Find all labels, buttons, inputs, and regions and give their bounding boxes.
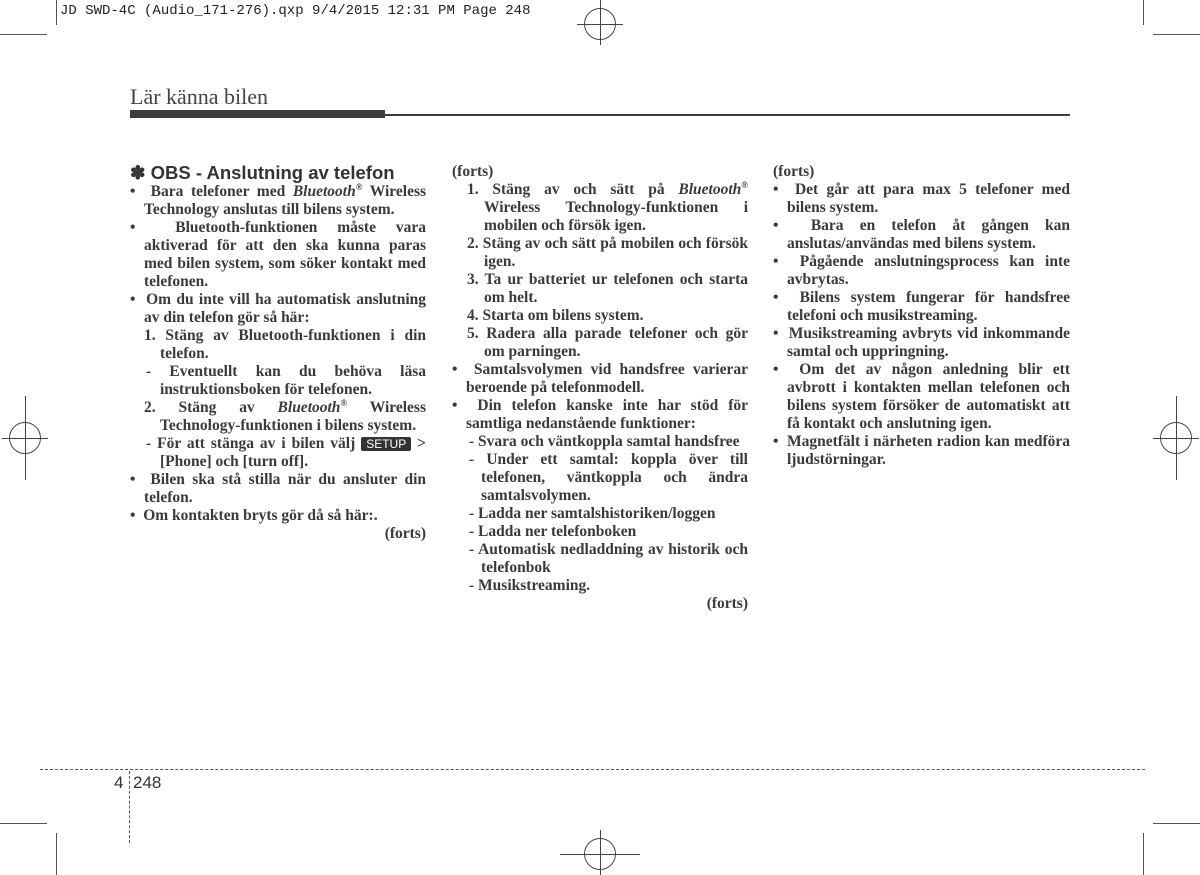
section-title: Lär känna bilen xyxy=(130,84,269,109)
bullet-item: • Samtalsvolymen vid handsfree varierar beroende på telefonmodell. xyxy=(452,361,749,396)
bullet-item: • Bara telefoner med Bluetooth® Wireless Technology anslutas till bilens system. xyxy=(130,181,427,218)
note-title: ✽ OBS - Anslutning av telefon xyxy=(130,162,395,183)
bullet-item: • Bilens system fungerar för handsfree telefoni och musikstreaming. xyxy=(773,289,1070,324)
crop-mark xyxy=(1143,0,1144,25)
dash-item: - Eventuellt kan du behöva läsa instruktionsboken för telefonen. xyxy=(146,363,426,398)
step-item: 5. Radera alla parade telefoner och gör om parningen. xyxy=(467,325,748,360)
crop-mark xyxy=(1143,833,1144,875)
bullet-item: • Bluetooth-funktionen måste vara aktiverad för att den ska kunna paras med bilen system, som söker kontakt med telefonen. xyxy=(130,219,426,290)
step-item: 3. Ta ur batteriet ur telefonen och starta om helt. xyxy=(467,271,748,306)
bluetooth-term: Bluetooth xyxy=(277,399,341,416)
header-bar xyxy=(130,110,385,118)
footer-gutter-line xyxy=(129,771,130,843)
bullet-item: • Magnetfält i närheten radion kan medföra ljudstörningar. xyxy=(773,433,1070,468)
dash-item: - Musikstreaming. xyxy=(469,577,591,594)
bullet-item: • Din telefon kanske inte har stöd för samtliga nedanstående funktioner: xyxy=(452,397,748,432)
setup-key-icon: SETUP xyxy=(361,437,411,451)
column-3 xyxy=(773,163,1070,469)
bullet-item: • Om det av någon anledning blir ett avbrott i kontakten mellan telefonen och bilens system försöker de automatiskt att få kontakt och anslutning igen. xyxy=(773,361,1070,432)
step-item: 1. Stäng av Bluetooth-funktionen i din telefon. xyxy=(144,327,426,362)
print-slug: JD SWD-4C (Audio_171-276).qxp 9/4/2015 12:31 PM Page 248 xyxy=(60,3,531,19)
step-item: 1. Stäng av och sätt på Bluetooth® Wireless Technology-funktionen i mobilen och försök igen. xyxy=(467,179,748,234)
dash-item: - Svara och väntkoppla samtal handsfree xyxy=(469,433,740,450)
footer-divider xyxy=(40,769,1145,770)
chapter-number: 4 xyxy=(114,773,124,792)
bullet-item: • Pågående anslutningsprocess kan inte avbrytas. xyxy=(773,253,1070,288)
dash-item: - För att stänga av i bilen välj SETUP > [Phone] och [turn off]. xyxy=(146,435,426,470)
step-item: 2. Stäng av Bluetooth® Wireless Technology-funktionen i bilens system. xyxy=(144,397,426,434)
bullet-item: • Bara en telefon åt gången kan anslutas/användas med bilens system. xyxy=(773,217,1070,252)
crop-mark xyxy=(1153,823,1200,824)
crop-mark xyxy=(1153,34,1200,35)
continued-label: (forts) xyxy=(452,163,494,180)
continued-label: (forts) xyxy=(384,525,426,542)
column-2 xyxy=(452,163,748,613)
bullet-item: • Musikstreaming avbryts vid inkommande samtal och uppringning. xyxy=(773,325,1070,360)
column-1 xyxy=(130,163,426,543)
crop-mark xyxy=(0,823,47,824)
dash-item: - Ladda ner samtalshistoriken/loggen xyxy=(469,505,716,522)
continued-label: (forts) xyxy=(773,163,815,180)
crop-mark xyxy=(56,833,57,875)
step-item: 4. Starta om bilens system. xyxy=(467,307,644,324)
continued-label: (forts) xyxy=(706,595,748,612)
bullet-item: • Bilen ska stå stilla när du ansluter din telefon. xyxy=(130,471,427,506)
crop-mark xyxy=(0,34,47,35)
page-number: 248 xyxy=(133,773,162,792)
bluetooth-term: Bluetooth xyxy=(678,181,742,198)
dash-item: - Under ett samtal: koppla över till telefonen, väntkoppla och ändra samtalsvolymen. xyxy=(469,451,748,504)
header-rule xyxy=(385,114,1070,116)
dash-item: - Automatisk nedladdning av historik och telefonbok xyxy=(469,541,748,576)
bullet-item: • Om du inte vill ha automatisk anslutning av din telefon gör så här: xyxy=(130,291,426,326)
dash-item: - Ladda ner telefonboken xyxy=(469,523,637,540)
step-item: 2. Stäng av och sätt på mobilen och försök igen. xyxy=(467,235,748,270)
bullet-item: • Om kontakten bryts gör då så här:. xyxy=(130,507,378,524)
bullet-item: • Det går att para max 5 telefoner med bilens system. xyxy=(773,181,1070,216)
crop-mark xyxy=(56,0,57,25)
bluetooth-term: Bluetooth xyxy=(292,183,356,200)
